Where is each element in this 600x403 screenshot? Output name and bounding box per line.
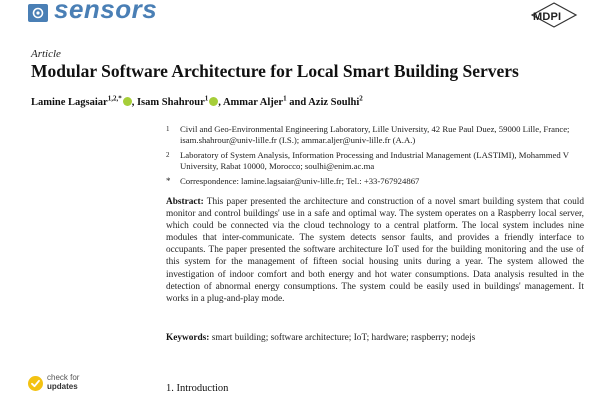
affiliation-text: Laboratory of System Analysis, Information Processing and Industrial Management (LASTIMI), Mohammed V University, Rabat 10000, Morocco; soulhi@enim.ac.ma <box>180 150 569 172</box>
author-separator: and <box>286 97 309 108</box>
affiliation-item <box>166 176 586 187</box>
affiliation-item <box>166 124 586 146</box>
author-affiliation-marker: 1,2,* <box>107 94 122 103</box>
author-name[interactable]: Aziz Soulhi <box>308 97 360 108</box>
keywords-text: smart building; software architecture; IoT; hardware; raspberry; nodejs <box>211 333 476 343</box>
keywords-label: Keywords: <box>166 333 210 343</box>
author-separator: , <box>218 97 223 108</box>
author-name[interactable]: Lamine Lagsaiar <box>31 97 108 108</box>
affiliation-text: Correspondence: lamine.lagsaiar@univ-lille.fr; Tel.: +33-767924867 <box>180 176 420 187</box>
affiliation-item <box>166 150 586 172</box>
author-name[interactable]: Ammar Aljer <box>222 97 284 108</box>
abstract-label: Abstract: <box>166 197 204 207</box>
abstract-text: This paper presented the architecture and construction of a novel smart building system that could monitor and control buildings' use in a safe and optimal way. The system operates on a Raspberry local server, which could be connected via the cloud technology to a central platform. The local system includes nine modules that inter-communicate. The system detects sensor faults, and provides a friendly interface to occupants. The paper presented the software architecture IoT used for the building monitoring and the use of this system for the management of fifteen social housing units during a year. The system allowed the investigation of indoor comfort and both energy and hot water consumptions. Data analysis resulted in the detection of abnormal energy consumptions. The system could be easily used in buildings' management. It works in a plug-and-play mode. <box>166 197 584 304</box>
orcid-icon[interactable] <box>209 97 218 106</box>
paper-title: Modular Software Architecture for Local Smart Building Servers <box>31 61 519 81</box>
article-type: Article <box>31 48 61 60</box>
author-separator: , <box>131 97 137 108</box>
author-list <box>31 94 363 108</box>
abstract <box>166 196 584 305</box>
author-affiliation-marker: 1 <box>204 94 209 103</box>
check-updates-icon <box>28 376 43 391</box>
affiliation-text: Civil and Geo-Environmental Engineering Laboratory, Lille University, 42 Rue Paul Duez, 59000 Lille, France; isam.shahrour@univ-lille.fr (I.S.); ammar.aljer@univ-lille.fr (A.A.) <box>180 124 570 146</box>
author-affiliation-marker: 2 <box>359 94 363 103</box>
journal-name: sensors <box>54 0 158 24</box>
author-name[interactable]: Isam Shahrour <box>136 97 205 108</box>
affiliation-marker: 2 <box>166 151 170 160</box>
orcid-icon[interactable] <box>123 97 132 106</box>
section-heading: 1. Introduction <box>166 383 229 394</box>
keywords <box>166 333 584 343</box>
journal-logo <box>28 0 158 26</box>
publisher-name: MDPI <box>533 11 562 23</box>
author-affiliation-marker: 1 <box>283 94 287 103</box>
check-updates-line1: check for <box>47 373 80 382</box>
affiliation-list <box>166 124 586 191</box>
affiliation-marker: * <box>166 176 171 187</box>
journal-emblem-icon <box>28 4 48 22</box>
publisher-logo <box>530 2 578 28</box>
check-updates-line2: updates <box>47 381 78 391</box>
affiliation-marker: 1 <box>166 125 170 133</box>
check-for-updates-badge[interactable] <box>28 373 108 403</box>
